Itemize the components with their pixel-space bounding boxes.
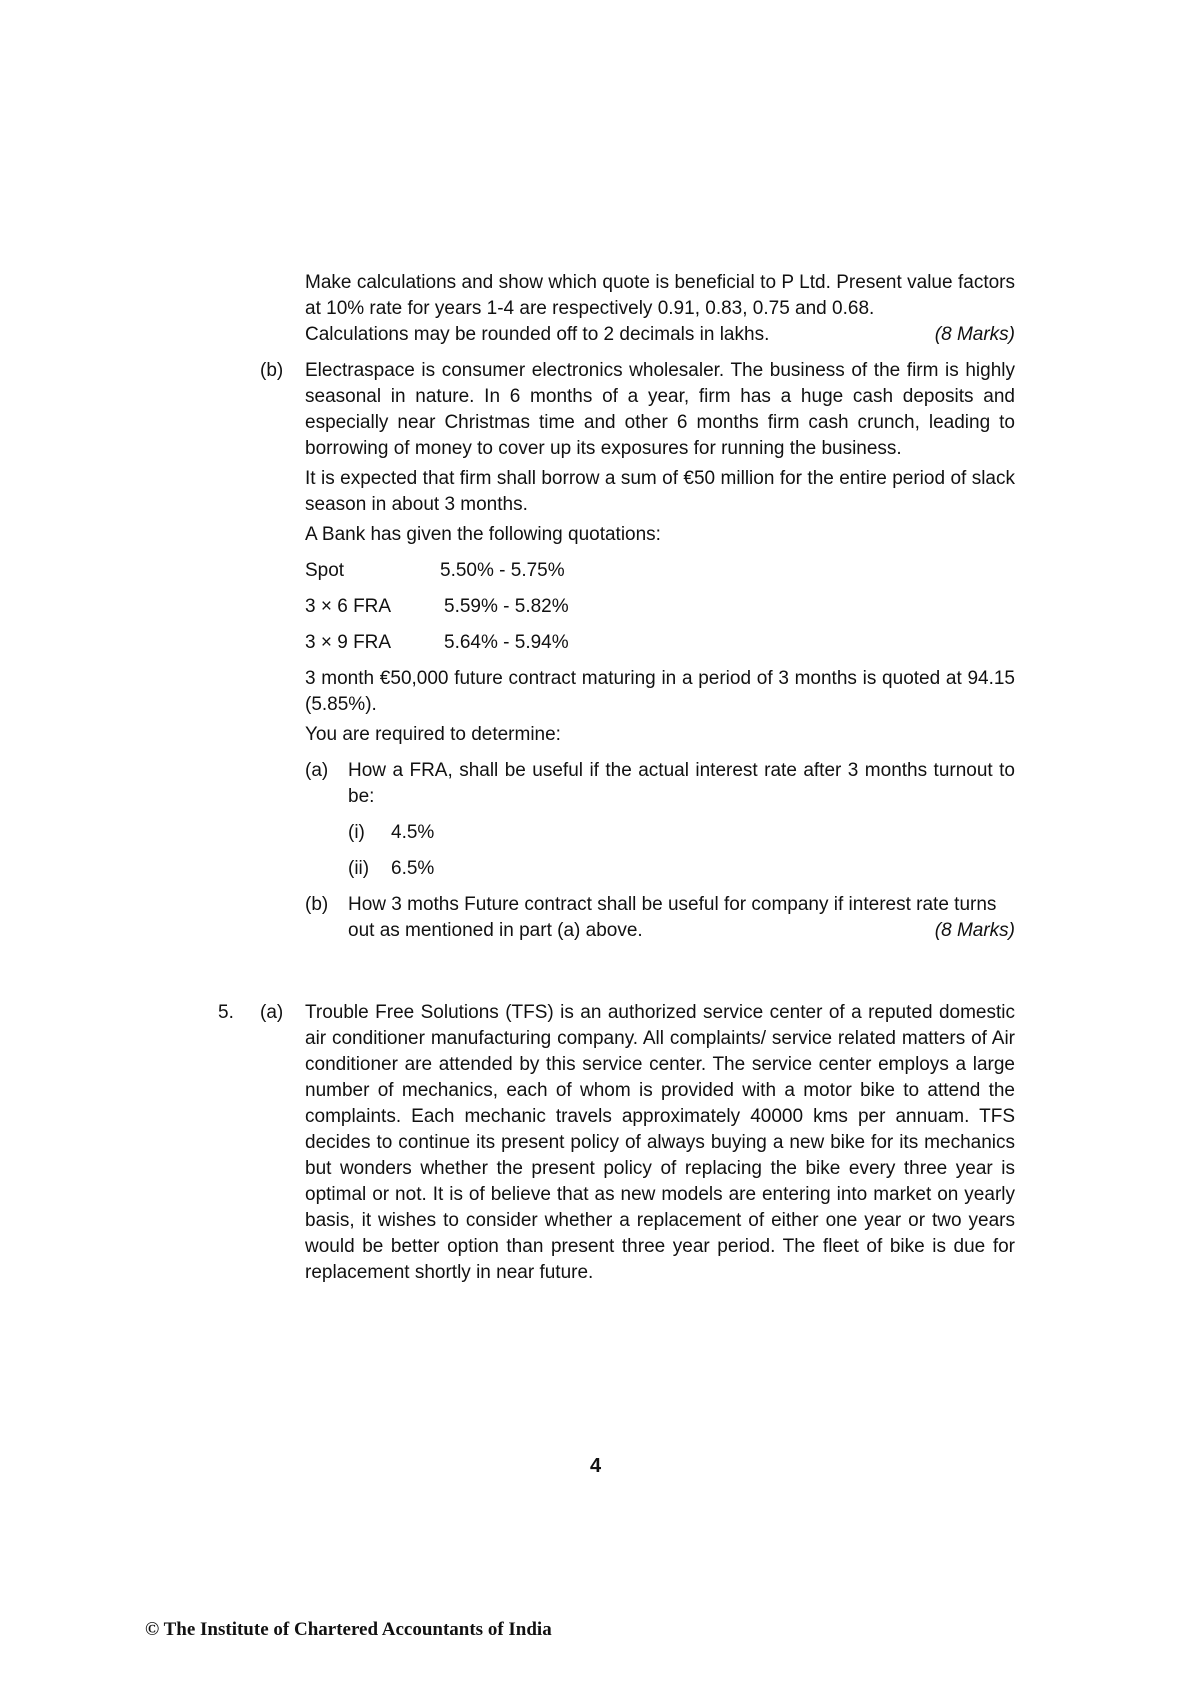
sub-a-item-marker: (i)	[348, 822, 365, 843]
sub-b-marker: (b)	[305, 894, 329, 915]
sub-b-last-text: out as mentioned in part (a) above.	[348, 920, 643, 941]
intro-last-line	[305, 322, 1015, 348]
q4b-paragraph-2: It is expected that firm shall borrow a sum of €50 million for the entire period of slack season in about 3 months.	[305, 468, 1015, 515]
sub-b-text: How 3 moths Future contract shall be useful for company if interest rate turns	[348, 894, 997, 915]
quote-label: Spot	[305, 560, 345, 581]
q4b-paragraph-3: A Bank has given the following quotations:	[305, 524, 661, 545]
q4b-marker: (b)	[260, 360, 284, 381]
quote-value: 5.64% - 5.94%	[444, 632, 569, 653]
sub-b-last-line	[348, 918, 1015, 944]
q4b-paragraph-5: You are required to determine:	[305, 724, 561, 745]
sub-a-item-text: 6.5%	[391, 858, 435, 879]
sub-a-item-text: 4.5%	[391, 822, 435, 843]
q4b-paragraph-1: Electraspace is consumer electronics wholesaler. The business of the firm is highly seasonal in nature. In 6 months of a year, firm has a huge cash deposits and especially near Christmas time and other 6 months firm cash crunch, leading to borrowing of money to cover up its exposures for running the business.	[305, 360, 1015, 459]
quote-label: 3 × 9 FRA	[305, 632, 392, 653]
sub-a-item-marker: (ii)	[348, 858, 370, 879]
sub-a-text: How a FRA, shall be useful if the actual interest rate after 3 months turnout to be:	[348, 760, 1015, 807]
q5-number: 5.	[218, 1002, 234, 1023]
q4b-paragraph-4: 3 month €50,000 future contract maturing in a period of 3 months is quoted at 94.15 (5.85%).	[305, 668, 1015, 715]
intro-marks: (8 Marks)	[934, 324, 1015, 345]
sub-b-marks: (8 Marks)	[934, 920, 1015, 941]
page-number: 4	[589, 1455, 602, 1477]
footer-copyright: © The Institute of Chartered Accountants of India	[145, 1619, 552, 1640]
intro-paragraph: Make calculations and show which quote is beneficial to P Ltd. Present value factors at 10% rate for years 1-4 are respectively 0.91, 0.83, 0.75 and 0.68.	[305, 272, 1015, 319]
quote-label: 3 × 6 FRA	[305, 596, 392, 617]
q5-marker: (a)	[260, 1002, 284, 1023]
quote-value: 5.59% - 5.82%	[444, 596, 569, 617]
quote-value: 5.50% - 5.75%	[440, 560, 565, 581]
sub-a-marker: (a)	[305, 760, 329, 781]
q5-paragraph: Trouble Free Solutions (TFS) is an authorized service center of a reputed domestic air conditioner manufacturing company. All complaints/ service related matters of Air conditioner are attended by this service center. The service center employs a large number of mechanics, each of whom is provided with a motor bike to attend the complaints. Each mechanic travels approximately 40000 kms per annuam. TFS decides to continue its present policy of always buying a new bike for its mechanics but wonders whether the present policy of replacing the bike every three year is optimal or not. It is of believe that as new models are entering into market on yearly basis, it wishes to consider whether a replacement of either one year or two years would be better option than present three year period. The fleet of bike is due for replacement shortly in near future.	[305, 1002, 1015, 1283]
intro-last-text: Calculations may be rounded off to 2 decimals in lakhs.	[305, 324, 770, 345]
